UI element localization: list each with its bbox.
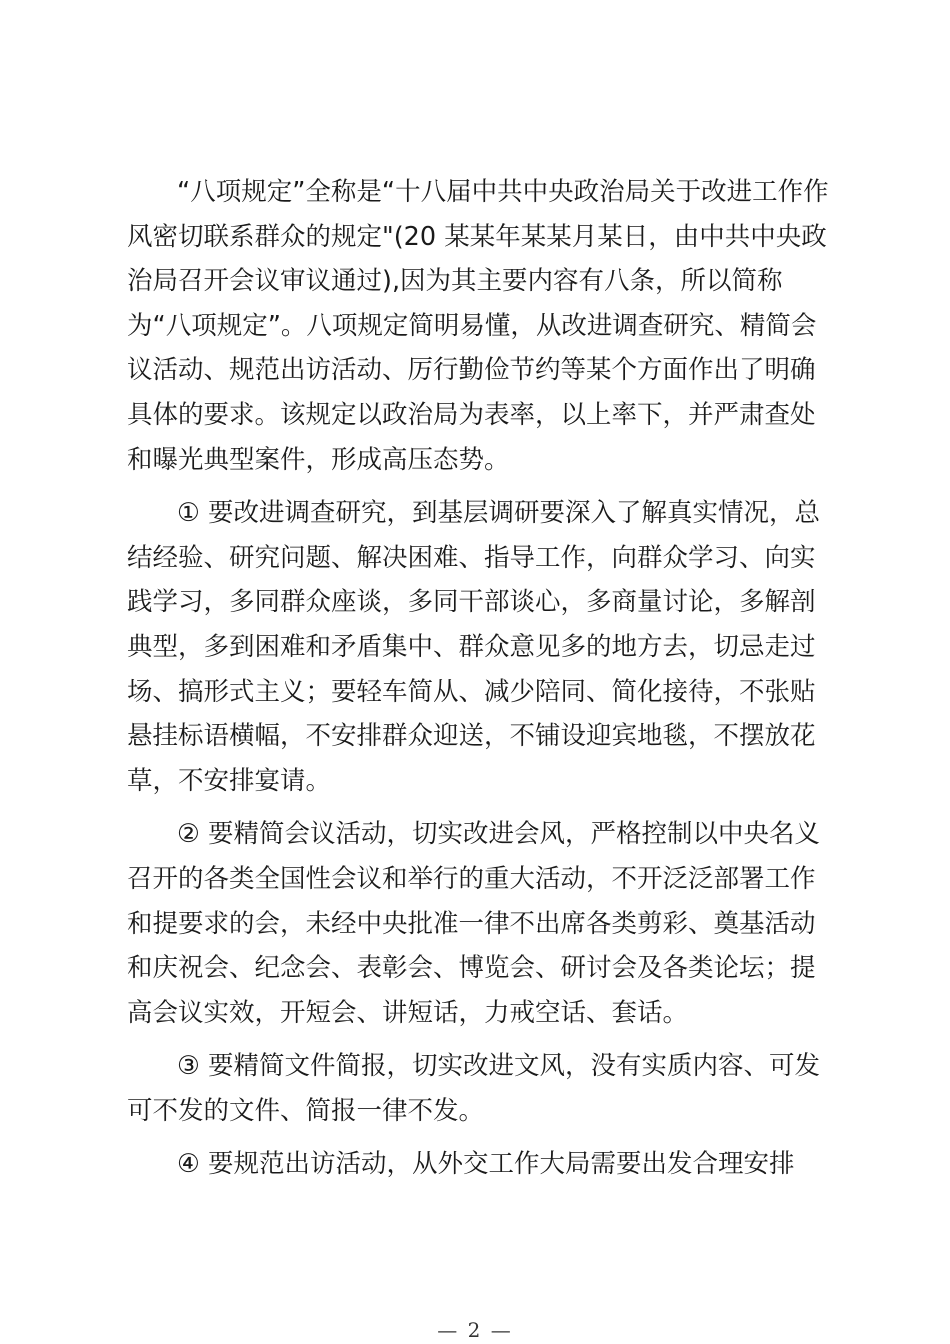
text-line: 典型，多到困难和矛盾集中、群众意见多的地方去，切忌走过 [127,631,816,662]
paragraph-item-1 [127,491,827,803]
text-line: 结经验、研究问题、解决困难、指导工作，向群众学习、向实 [127,542,816,573]
text-line: ① 要改进调查研究，到基层调研要深入了解真实情况，总 [177,498,820,529]
text-line: 践学习，多同群众座谈，多同干部谈心，多商量讨论，多解剖 [127,587,816,618]
text-line: 风密切联系群众的规定"(20 某某年某某月某日，由中共中央政 [127,221,827,252]
text-line: ② 要精简会议活动，切实改进会风，严格控制以中央名义 [177,819,820,850]
paragraph-item-4 [127,1142,827,1187]
text-line: 和提要求的会，未经中央批准一律不出席各类剪彩、奠基活动 [127,908,816,939]
paragraph-intro [127,170,827,482]
document-body [127,170,827,1196]
page-number: — 2 — [437,1318,513,1342]
text-line: 草，不安排宴请。 [127,765,332,796]
text-line: 治局召开会议审议通过),因为其主要内容有八条，所以简称 [127,266,783,297]
paragraph-item-3 [127,1044,827,1133]
text-line: 高会议实效，开短会、讲短话，力戒空话、套话。 [127,997,689,1028]
text-line: 议活动、规范出访活动、厉行勤俭节约等某个方面作出了明确 [127,355,816,386]
paragraph-item-2 [127,812,827,1035]
text-line: 场、搞形式主义；要轻车简从、减少陪同、简化接待，不张贴 [127,676,816,707]
text-line: 为“八项规定”。八项规定简明易懂，从改进调查研究、精简会 [127,310,817,341]
text-line: 悬挂标语横幅，不安排群众迎送，不铺设迎宾地毯，不摆放花 [127,721,816,752]
text-line: ④ 要规范出访活动，从外交工作大局需要出发合理安排 [177,1149,795,1180]
text-line: 召开的各类全国性会议和举行的重大活动，不开泛泛部署工作 [127,863,816,894]
text-line: 可不发的文件、简报一律不发。 [127,1095,485,1126]
text-line: 和庆祝会、纪念会、表彰会、博览会、研讨会及各类论坛；提 [127,953,816,984]
text-line: “八项规定”全称是“十八届中共中央政治局关于改进工作作 [177,177,829,207]
text-line: ③ 要精简文件简报，切实改进文风，没有实质内容、可发 [177,1051,820,1082]
text-line: 和曝光典型案件，形成高压态势。 [127,444,510,475]
text-line: 具体的要求。该规定以政治局为表率，以上率下，并严肃查处 [127,399,816,430]
